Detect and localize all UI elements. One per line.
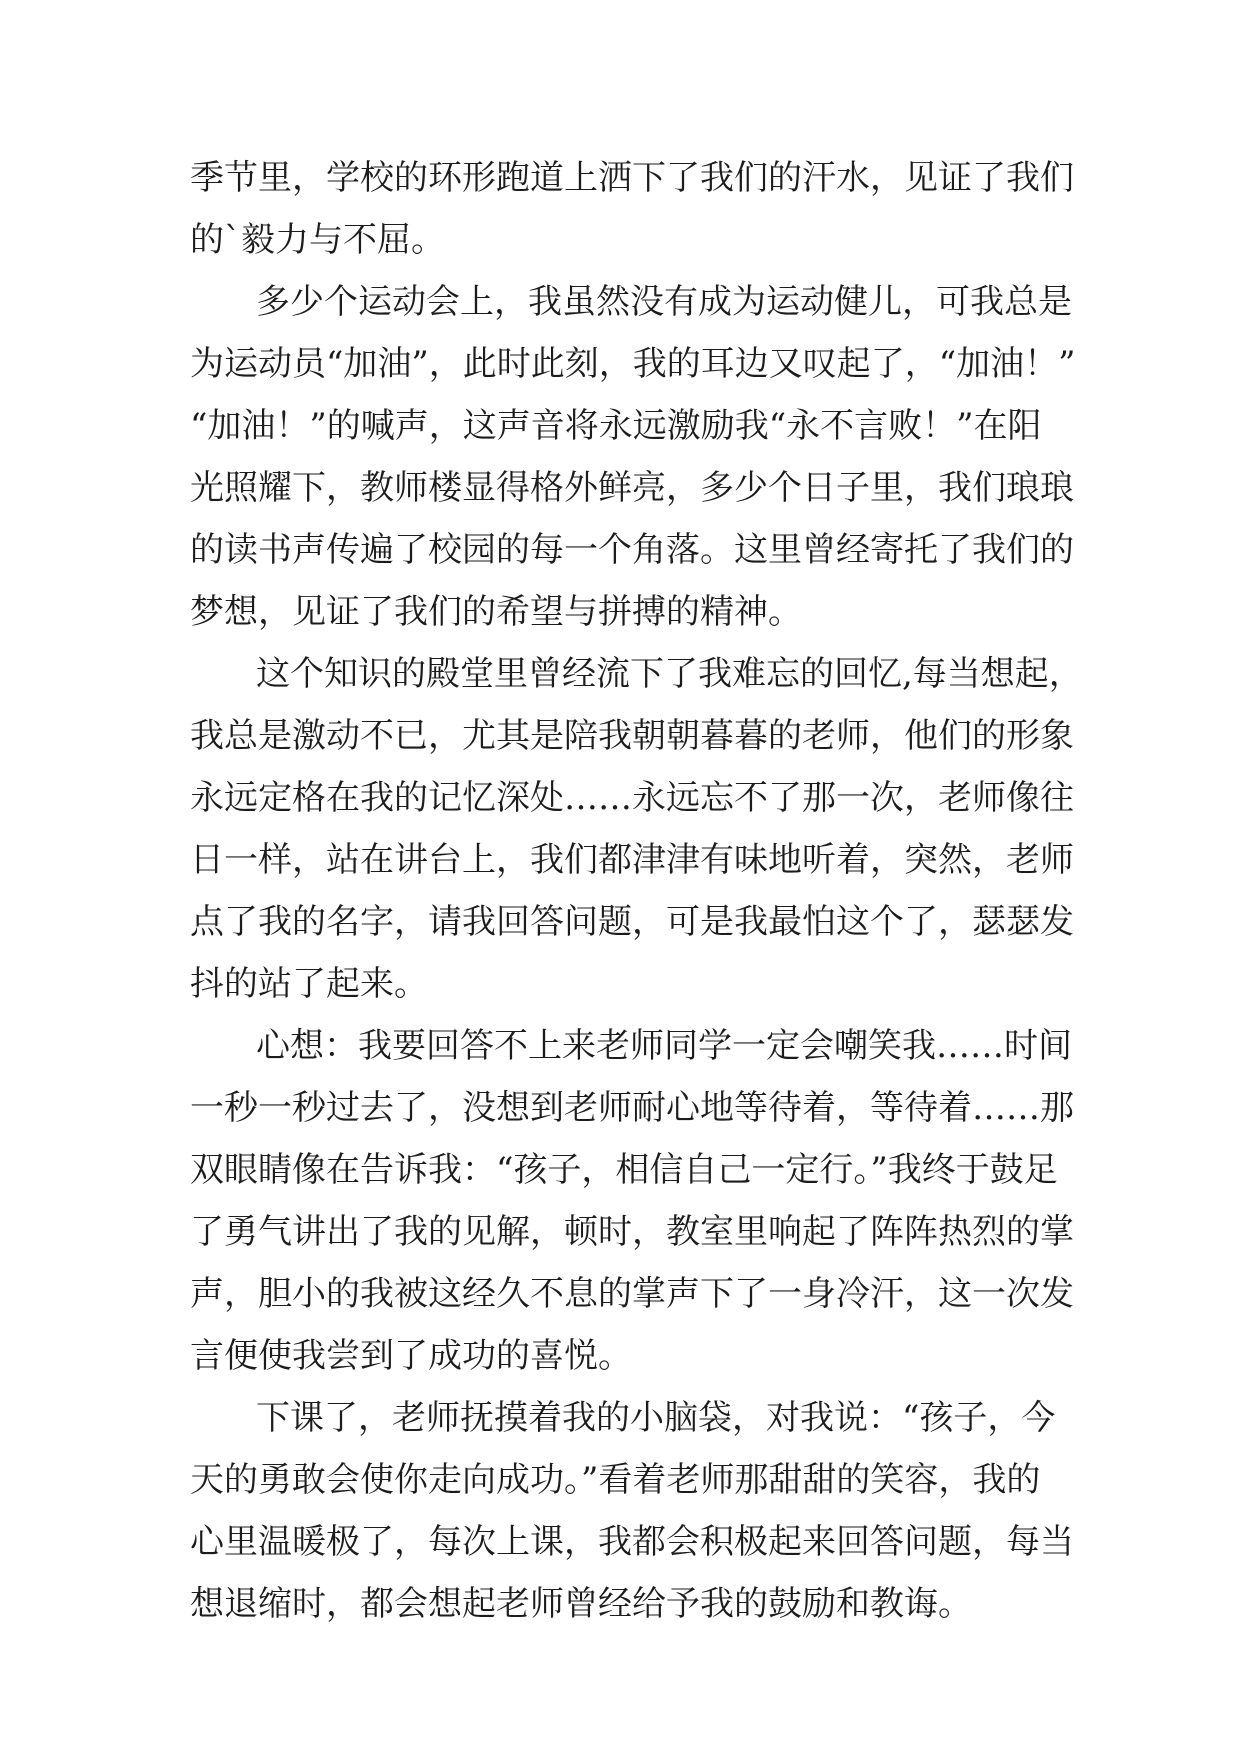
- text-line: 多少个运动会上，我虽然没有成为运动健儿，可我总是: [256, 282, 1072, 322]
- text-line: 光照耀下，教师楼显得格外鲜亮，多少个日子里，我们琅琅: [190, 468, 1074, 508]
- text-line: 了勇气讲出了我的见解，顿时，教室里响起了阵阵热烈的掌: [190, 1212, 1074, 1252]
- text-line: 抖的站了起来。: [190, 964, 428, 1004]
- text-line: 点了我的名字，请我回答问题，可是我最怕这个了，瑟瑟发: [190, 902, 1074, 942]
- text-line: 为运动员“加油”，此时此刻，我的耳边又叹起了，“加油！”: [190, 344, 1076, 384]
- text-line: 心想：我要回答不上来老师同学一定会嘲笑我……时间: [256, 1026, 1072, 1066]
- text-line: 季节里，学校的环形跑道上洒下了我们的汗水，见证了我们: [190, 158, 1074, 198]
- text-line: 下课了，老师抚摸着我的小脑袋，对我说：“孩子，今: [256, 1398, 1056, 1438]
- text-line: 天的勇敢会使你走向成功。”看着老师那甜甜的笑容，我的: [190, 1460, 1041, 1500]
- text-line: 这个知识的殿堂里曾经流下了我难忘的回忆,每当想起，: [256, 654, 1083, 694]
- text-line: 的`毅力与不屈。: [190, 220, 445, 260]
- text-line: 声，胆小的我被这经久不息的掌声下了一身冷汗，这一次发: [190, 1274, 1074, 1314]
- text-line: 梦想，见证了我们的希望与拼搏的精神。: [190, 592, 802, 632]
- text-line: 日一样，站在讲台上，我们都津津有味地听着，突然，老师: [190, 840, 1074, 880]
- text-line: 想退缩时，都会想起老师曾经给予我的鼓励和教诲。: [190, 1584, 972, 1624]
- text-line: 言便使我尝到了成功的喜悦。: [190, 1336, 632, 1376]
- text-line: 的读书声传遍了校园的每一个角落。这里曾经寄托了我们的: [190, 530, 1074, 570]
- text-line: 双眼睛像在告诉我：“孩子，相信自己一定行。”我终于鼓足: [190, 1150, 1058, 1190]
- text-line: “加油！”的喊声，这声音将永远激励我“永不言败！”在阳: [190, 406, 1042, 446]
- text-line: 永远定格在我的记忆深处……永远忘不了那一次，老师像往: [190, 778, 1074, 818]
- text-line: 一秒一秒过去了，没想到老师耐心地等待着，等待着……那: [190, 1088, 1074, 1128]
- essay-text: [190, 147, 1083, 1635]
- text-line: 心里温暖极了，每次上课，我都会积极起来回答问题，每当: [190, 1522, 1074, 1562]
- text-line: 我总是激动不已，尤其是陪我朝朝暮暮的老师，他们的形象: [190, 716, 1074, 756]
